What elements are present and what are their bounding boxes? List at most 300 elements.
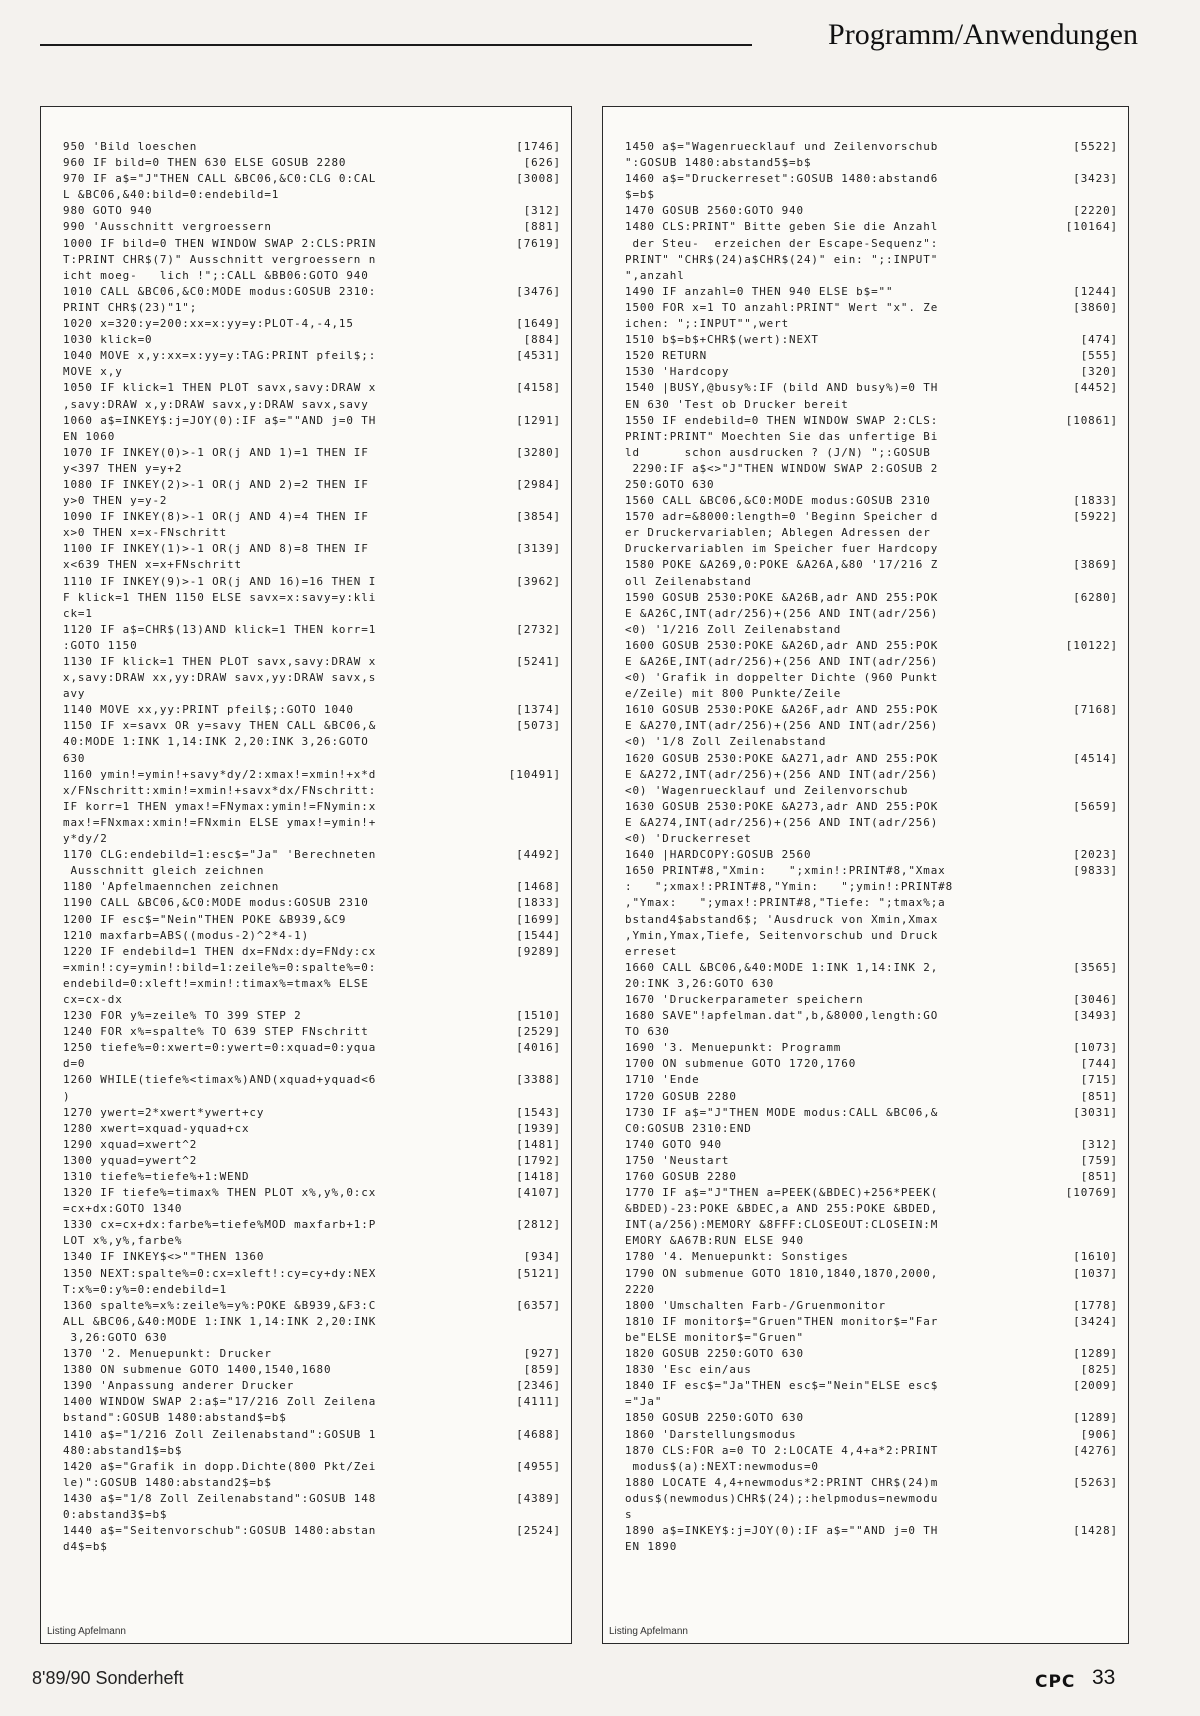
code-text: : ";xmax!:PRINT#8,"Ymin: ";ymin!:PRINT#8 bbox=[625, 880, 954, 894]
code-text: 1840 IF esc$="Ja"THEN esc$="Nein"ELSE esc$ bbox=[625, 1379, 939, 1393]
code-text: 1730 IF a$="J"THEN MODE modus:CALL &BC06,& bbox=[625, 1105, 939, 1119]
listing-line bbox=[625, 879, 1118, 895]
checksum: [1699] bbox=[516, 912, 561, 926]
listing-line bbox=[625, 1008, 1118, 1024]
code-text: cx=cx-dx bbox=[63, 992, 123, 1006]
code-text: be"ELSE monitor$="Gruen" bbox=[625, 1330, 804, 1344]
listing-line bbox=[63, 590, 561, 606]
checksum: [2524] bbox=[516, 1524, 561, 1538]
listing-line bbox=[63, 1523, 561, 1539]
listing-line bbox=[63, 976, 561, 992]
code-text: ck=1 bbox=[63, 606, 93, 620]
code-text: PRINT" "CHR$(24)a$CHR$(24)" ein: ";:INPUT" bbox=[625, 252, 939, 266]
checksum: [3388] bbox=[516, 1073, 561, 1087]
checksum: [851] bbox=[1080, 1089, 1118, 1103]
code-text: E &A26E,INT(adr/256)+(256 AND INT(adr/256) bbox=[625, 655, 939, 668]
code-text: x/FNschritt:xmin!=xmin!+savx*dx/FNschritt: bbox=[63, 783, 377, 797]
listing-line bbox=[625, 1105, 1118, 1121]
listing-line bbox=[625, 300, 1118, 316]
listing-line bbox=[625, 397, 1118, 413]
checksum: [7619] bbox=[516, 236, 561, 250]
code-text: 960 IF bild=0 THEN 630 ELSE GOSUB 2280 bbox=[63, 156, 347, 170]
checksum: [1037] bbox=[1073, 1266, 1118, 1280]
listing-line bbox=[625, 1040, 1118, 1056]
listing-line bbox=[625, 863, 1118, 879]
checksum: [1649] bbox=[516, 317, 561, 331]
code-text: 1820 GOSUB 2250:GOTO 630 bbox=[625, 1347, 804, 1361]
listing-line bbox=[625, 1539, 1118, 1555]
checksum: [825] bbox=[1080, 1363, 1118, 1377]
code-text: er Druckervariablen; Ablegen Adressen der bbox=[625, 526, 931, 540]
listing-line bbox=[63, 1427, 561, 1443]
checksum: [2732] bbox=[516, 622, 561, 636]
code-text: 1080 IF INKEY(2)>-1 OR(j AND 2)=2 THEN IF bbox=[63, 477, 369, 491]
code-text: 1240 FOR x%=spalte% TO 639 STEP FNschritt bbox=[63, 1025, 369, 1039]
code-text: 1190 CALL &BC06,&C0:MODE modus:GOSUB 2310 bbox=[63, 896, 369, 910]
code-text: C0:GOSUB 2310:END bbox=[625, 1121, 752, 1135]
code-text: E &A272,INT(adr/256)+(256 AND INT(adr/256) bbox=[625, 767, 939, 781]
code-text: F klick=1 THEN 1150 ELSE savx=x:savy=y:kli bbox=[63, 590, 377, 604]
code-text: 1100 IF INKEY(1)>-1 OR(j AND 8)=8 THEN IF bbox=[63, 542, 369, 556]
code-text: y>0 THEN y=y-2 bbox=[63, 494, 168, 508]
code-text: 1830 'Esc ein/aus bbox=[625, 1363, 752, 1377]
listing-line bbox=[63, 1201, 561, 1217]
listing-line bbox=[63, 1491, 561, 1507]
code-text: 1020 x=320:y=200:xx=x:yy=y:PLOT-4,-4,15 bbox=[63, 317, 354, 331]
code-text: 1720 GOSUB 2280 bbox=[625, 1089, 737, 1103]
code-text: ="Ja" bbox=[625, 1395, 663, 1409]
checksum: [312] bbox=[1080, 1137, 1118, 1151]
checksum: [1289] bbox=[1073, 1411, 1118, 1425]
code-text: x,savy:DRAW xx,yy:DRAW savx,yy:DRAW savx,s bbox=[63, 671, 377, 685]
listing-line bbox=[625, 380, 1118, 396]
code-text: modus$(a):NEXT:newmodus=0 bbox=[625, 1459, 819, 1473]
listing-line bbox=[63, 1330, 561, 1346]
code-text: T:x%=0:y%=0:endebild=1 bbox=[63, 1282, 228, 1296]
listing-line bbox=[63, 493, 561, 509]
listing-column-right bbox=[602, 106, 1129, 1644]
listing-line bbox=[625, 1491, 1118, 1507]
listing-line bbox=[63, 1153, 561, 1169]
listing-line bbox=[625, 718, 1118, 734]
listing-line bbox=[63, 928, 561, 944]
listing-line bbox=[63, 670, 561, 686]
checksum: [1289] bbox=[1073, 1347, 1118, 1361]
code-text: ,"Ymax: ";ymax!:PRINT#8,"Tiefe: ";tmax%;a bbox=[625, 896, 946, 910]
listing-line bbox=[625, 783, 1118, 799]
listing-line bbox=[625, 686, 1118, 702]
listing-line bbox=[63, 863, 561, 879]
listing-caption-right: Listing Apfelmann bbox=[609, 1626, 688, 1637]
listing-line bbox=[63, 831, 561, 847]
listing-caption-left: Listing Apfelmann bbox=[47, 1626, 126, 1637]
listing-line bbox=[625, 155, 1118, 171]
checksum: [3869] bbox=[1073, 558, 1118, 572]
listing-line bbox=[625, 1217, 1118, 1233]
code-text: <0) '1/8 Zoll Zeilenabstand bbox=[625, 735, 827, 749]
checksum: [5121] bbox=[516, 1266, 561, 1280]
listing-line bbox=[63, 1539, 561, 1555]
checksum: [2023] bbox=[1073, 848, 1118, 862]
code-text: 1650 PRINT#8,"Xmin: ";xmin!:PRINT#8,"Xmax bbox=[625, 864, 946, 878]
code-text: INT(a/256):MEMORY &8FFF:CLOSEOUT:CLOSEIN:M bbox=[625, 1218, 939, 1232]
code-text: 1890 a$=INKEY$:j=JOY(0):IF a$=""AND j=0 TH bbox=[625, 1524, 939, 1538]
listing-line bbox=[63, 541, 561, 557]
listing-line bbox=[625, 1185, 1118, 1201]
listing-line bbox=[63, 429, 561, 445]
listing-line bbox=[63, 960, 561, 976]
code-text: 1600 GOSUB 2530:POKE &A26D,adr AND 255:POK bbox=[625, 638, 939, 652]
code-text: 1390 'Anpassung anderer Drucker bbox=[63, 1379, 295, 1393]
code-text: EN 1890 bbox=[625, 1540, 678, 1554]
code-text: 0:abstand3$=b$ bbox=[63, 1507, 168, 1521]
code-text: 1050 IF klick=1 THEN PLOT savx,savy:DRAW x bbox=[63, 381, 377, 395]
checksum: [3962] bbox=[516, 574, 561, 588]
listing-line bbox=[625, 1362, 1118, 1378]
code-listing-right bbox=[625, 139, 1118, 1555]
code-text: 990 'Ausschnitt vergroessern bbox=[63, 220, 272, 234]
listing-line bbox=[63, 1024, 561, 1040]
code-text: 1010 CALL &BC06,&C0:MODE modus:GOSUB 2310: bbox=[63, 284, 377, 298]
code-text: 1460 a$="Druckerreset":GOSUB 1480:abstand6 bbox=[625, 172, 939, 186]
checksum: [4531] bbox=[516, 349, 561, 363]
code-text: bstand4$abstand6$; 'Ausdruck von Xmin,Xmax bbox=[625, 912, 939, 926]
code-text: der Steu- erzeichen der Escape-Sequenz": bbox=[625, 236, 939, 250]
checksum: [906] bbox=[1080, 1427, 1118, 1441]
listing-line bbox=[63, 380, 561, 396]
checksum: [626] bbox=[523, 156, 561, 170]
listing-line bbox=[63, 638, 561, 654]
code-text: 1480 CLS:PRINT" Bitte geben Sie die Anzahl bbox=[625, 220, 939, 234]
listing-line bbox=[625, 1346, 1118, 1362]
code-text: 1540 |BUSY,@busy%:IF (bild AND busy%)=0 TH bbox=[625, 381, 939, 395]
checksum: [1418] bbox=[516, 1170, 561, 1183]
listing-line bbox=[625, 1410, 1118, 1426]
listing-line bbox=[625, 590, 1118, 606]
listing-line bbox=[625, 895, 1118, 911]
listing-line bbox=[625, 928, 1118, 944]
listing-line bbox=[625, 606, 1118, 622]
code-text: 1400 WINDOW SWAP 2:a$="17/216 Zoll Zeilena bbox=[63, 1395, 377, 1409]
listing-line bbox=[63, 1362, 561, 1378]
checksum: [1374] bbox=[516, 703, 561, 717]
code-text: 1630 GOSUB 2530:POKE &A273,adr AND 255:POK bbox=[625, 799, 939, 813]
code-text: 1880 LOCATE 4,4+newmodus*2:PRINT CHR$(24)m bbox=[625, 1475, 939, 1489]
listing-column-left bbox=[40, 106, 572, 1644]
checksum: [2812] bbox=[516, 1218, 561, 1232]
checksum: [320] bbox=[1080, 365, 1118, 379]
listing-line bbox=[625, 1266, 1118, 1282]
code-text: 1500 FOR x=1 TO anzahl:PRINT" Wert "x". Ze bbox=[625, 300, 939, 314]
code-text: erreset bbox=[625, 944, 678, 958]
listing-line bbox=[625, 348, 1118, 364]
listing-line bbox=[625, 976, 1118, 992]
code-text: 1070 IF INKEY(0)>-1 OR(j AND 1)=1 THEN IF bbox=[63, 445, 369, 459]
listing-line bbox=[625, 944, 1118, 960]
code-text: 2290:IF a$<>"J"THEN WINDOW SWAP 2:GOSUB 2 bbox=[625, 461, 939, 475]
listing-line bbox=[63, 477, 561, 493]
listing-line bbox=[63, 1040, 561, 1056]
checksum: [9833] bbox=[1073, 864, 1118, 878]
code-text: ",anzahl bbox=[625, 268, 685, 282]
checksum: [6357] bbox=[516, 1298, 561, 1312]
listing-line bbox=[63, 316, 561, 332]
listing-line bbox=[625, 960, 1118, 976]
listing-line bbox=[63, 203, 561, 219]
listing-line bbox=[63, 1314, 561, 1330]
listing-line bbox=[63, 509, 561, 525]
code-listing-left bbox=[63, 139, 561, 1555]
listing-line bbox=[625, 139, 1118, 155]
listing-line bbox=[625, 445, 1118, 461]
checksum: [3476] bbox=[516, 284, 561, 298]
listing-line bbox=[625, 219, 1118, 235]
code-text: 1850 GOSUB 2250:GOTO 630 bbox=[625, 1411, 804, 1425]
listing-line bbox=[625, 1394, 1118, 1410]
code-text: 1520 RETURN bbox=[625, 349, 708, 363]
listing-line bbox=[63, 1266, 561, 1282]
listing-line bbox=[63, 1459, 561, 1475]
code-text: x<639 THEN x=x+FNschritt bbox=[63, 558, 242, 572]
listing-line bbox=[625, 236, 1118, 252]
code-text: 1440 a$="Seitenvorschub":GOSUB 1480:abstan bbox=[63, 1524, 377, 1538]
code-text: 1220 IF endebild=1 THEN dx=FNdx:dy=FNdy:cx bbox=[63, 944, 377, 958]
code-text: 980 GOTO 940 bbox=[63, 204, 153, 218]
listing-line bbox=[625, 268, 1118, 284]
listing-line bbox=[625, 1233, 1118, 1249]
code-text: 3,26:GOTO 630 bbox=[63, 1330, 168, 1344]
listing-line bbox=[63, 1169, 561, 1185]
code-text: 1760 GOSUB 2280 bbox=[625, 1170, 737, 1183]
listing-line bbox=[63, 734, 561, 750]
checksum: [1544] bbox=[516, 928, 561, 942]
listing-line bbox=[625, 1378, 1118, 1394]
listing-line bbox=[63, 332, 561, 348]
listing-line bbox=[63, 1105, 561, 1121]
code-text: <0) 'Wagenruecklauf und Zeilenvorschub bbox=[625, 783, 909, 797]
code-text: 1660 CALL &BC06,&40:MODE 1:INK 1,14:INK 2, bbox=[625, 960, 939, 974]
code-text: 1150 IF x=savx OR y=savy THEN CALL &BC06,& bbox=[63, 719, 377, 733]
code-text: 1800 'Umschalten Farb-/Gruenmonitor bbox=[625, 1298, 886, 1312]
checksum: [4452] bbox=[1073, 381, 1118, 395]
checksum: [3008] bbox=[516, 172, 561, 186]
listing-line bbox=[63, 1072, 561, 1088]
checksum: [934] bbox=[523, 1250, 561, 1264]
listing-line bbox=[625, 1121, 1118, 1137]
code-text: 1550 IF endebild=0 THEN WINDOW SWAP 2:CLS: bbox=[625, 413, 939, 427]
code-text: 630 bbox=[63, 751, 86, 765]
listing-line bbox=[625, 1507, 1118, 1523]
code-text: 1280 xwert=xquad-yquad+cx bbox=[63, 1121, 250, 1135]
code-text: &BDED)-23:POKE &BDEC,a AND 255:POKE &BDED, bbox=[625, 1202, 939, 1216]
checksum: [759] bbox=[1080, 1153, 1118, 1167]
listing-line bbox=[625, 429, 1118, 445]
code-text: 1510 b$=b$+CHR$(wert):NEXT bbox=[625, 333, 819, 347]
code-text: IF korr=1 THEN ymax!=FNymax:ymin!=FNymin:x bbox=[63, 799, 377, 813]
listing-line bbox=[625, 1459, 1118, 1475]
checksum: [7168] bbox=[1073, 703, 1118, 717]
checksum: [1291] bbox=[516, 413, 561, 427]
listing-line bbox=[625, 670, 1118, 686]
code-text: 1330 cx=cx+dx:farbe%=tiefe%MOD maxfarb+1:P bbox=[63, 1218, 377, 1232]
code-text: 1670 'Druckerparameter speichern bbox=[625, 992, 864, 1006]
code-text: Ausschnitt gleich zeichnen bbox=[63, 864, 265, 878]
code-text: TO 630 bbox=[625, 1025, 670, 1039]
code-text: 950 'Bild loeschen bbox=[63, 140, 198, 153]
code-text: 1770 IF a$="J"THEN a=PEEK(&BDEC)+256*PEEK( bbox=[625, 1186, 939, 1200]
code-text: le)":GOSUB 1480:abstand2$=b$ bbox=[63, 1475, 272, 1489]
code-text: 1420 a$="Grafik in dopp.Dichte(800 Pkt/Zei bbox=[63, 1459, 377, 1473]
listing-line bbox=[625, 364, 1118, 380]
code-text: 1060 a$=INKEY$:j=JOY(0):IF a$=""AND j=0 TH bbox=[63, 413, 377, 427]
code-text: 1870 CLS:FOR a=0 TO 2:LOCATE 4,4+a*2:PRINT bbox=[625, 1443, 939, 1457]
listing-line bbox=[63, 1056, 561, 1072]
checksum: [3565] bbox=[1073, 960, 1118, 974]
checksum: [851] bbox=[1080, 1170, 1118, 1183]
code-text: <0) 'Grafik in doppelter Dichte (960 Punkt bbox=[625, 671, 939, 685]
code-text: 1350 NEXT:spalte%=0:cx=xleft!:cy=cy+dy:NEX bbox=[63, 1266, 377, 1280]
listing-line bbox=[625, 1427, 1118, 1443]
listing-line bbox=[63, 284, 561, 300]
code-text: avy bbox=[63, 687, 86, 701]
checksum: [4514] bbox=[1073, 751, 1118, 765]
listing-line bbox=[63, 751, 561, 767]
checksum: [2220] bbox=[1073, 204, 1118, 218]
code-text: 1250 tiefe%=0:xwert=0:ywert=0:xquad=0:yqua bbox=[63, 1041, 377, 1055]
listing-line bbox=[63, 236, 561, 252]
code-text: MOVE x,y bbox=[63, 365, 123, 379]
code-text: oll Zeilenabstand bbox=[625, 574, 752, 588]
code-text: 20:INK 3,26:GOTO 630 bbox=[625, 976, 775, 990]
code-text: <0) 'Druckerreset bbox=[625, 832, 752, 846]
listing-line bbox=[625, 493, 1118, 509]
checksum: [4276] bbox=[1073, 1443, 1118, 1457]
checksum: [1833] bbox=[1073, 494, 1118, 508]
listing-line bbox=[63, 718, 561, 734]
code-text: y<397 THEN y=y+2 bbox=[63, 461, 183, 475]
code-text: icht moeg- lich !";:CALL &BB06:GOTO 940 bbox=[63, 268, 369, 282]
listing-line bbox=[63, 1378, 561, 1394]
checksum: [5073] bbox=[516, 719, 561, 733]
listing-line bbox=[63, 574, 561, 590]
listing-line bbox=[625, 1249, 1118, 1265]
code-text: PRINT CHR$(23)"1"; bbox=[63, 300, 198, 314]
listing-line bbox=[63, 767, 561, 783]
code-text: 1790 ON submenue GOTO 1810,1840,1870,2000, bbox=[625, 1266, 939, 1280]
checksum: [2984] bbox=[516, 477, 561, 491]
code-text: 1320 IF tiefe%=timax% THEN PLOT x%,y%,0:cx bbox=[63, 1186, 377, 1200]
code-text: e/Zeile) mit 800 Punkte/Zeile bbox=[625, 687, 842, 701]
listing-line bbox=[625, 203, 1118, 219]
listing-line bbox=[63, 364, 561, 380]
code-text: 1590 GOSUB 2530:POKE &A26B,adr AND 255:POK bbox=[625, 590, 939, 604]
checksum: [1778] bbox=[1073, 1298, 1118, 1312]
listing-line bbox=[63, 1233, 561, 1249]
code-text: 1260 WHILE(tiefe%<timax%)AND(xquad+yquad<6 bbox=[63, 1073, 377, 1087]
checksum: [859] bbox=[523, 1363, 561, 1377]
code-text: 1000 IF bild=0 THEN WINDOW SWAP 2:CLS:PRIN bbox=[63, 236, 377, 250]
code-text: 1040 MOVE x,y:xx=x:yy=y:TAG:PRINT pfeil$;: bbox=[63, 349, 377, 363]
listing-line bbox=[625, 815, 1118, 831]
listing-line bbox=[63, 1475, 561, 1491]
code-text: =cx+dx:GOTO 1340 bbox=[63, 1202, 183, 1216]
checksum: [2529] bbox=[516, 1025, 561, 1039]
checksum: [10122] bbox=[1065, 638, 1118, 652]
listing-line bbox=[63, 895, 561, 911]
code-text: bstand":GOSUB 1480:abstand$=b$ bbox=[63, 1411, 287, 1425]
listing-line bbox=[625, 654, 1118, 670]
code-text: 1090 IF INKEY(8)>-1 OR(j AND 4)=4 THEN IF bbox=[63, 510, 369, 524]
code-text: 1200 IF esc$="Nein"THEN POKE &B939,&C9 bbox=[63, 912, 347, 926]
listing-line bbox=[625, 1089, 1118, 1105]
checksum: [1939] bbox=[516, 1121, 561, 1135]
listing-line bbox=[63, 268, 561, 284]
checksum: [4688] bbox=[516, 1427, 561, 1441]
checksum: [4158] bbox=[516, 381, 561, 395]
code-text: 1490 IF anzahl=0 THEN 940 ELSE b$="" bbox=[625, 284, 894, 298]
checksum: [4107] bbox=[516, 1186, 561, 1200]
listing-line bbox=[625, 1330, 1118, 1346]
checksum: [1468] bbox=[516, 880, 561, 894]
listing-line bbox=[625, 1137, 1118, 1153]
code-text: ,Ymin,Ymax,Tiefe, Seitenvorschub und Druck bbox=[625, 928, 939, 942]
checksum: [1833] bbox=[516, 896, 561, 910]
code-text: 1360 spalte%=x%:zeile%=y%:POKE &B939,&F3:C bbox=[63, 1298, 377, 1312]
checksum: [3854] bbox=[516, 510, 561, 524]
code-text: 1570 adr=&8000:length=0 'Beginn Speicher d bbox=[625, 510, 939, 524]
checksum: [1428] bbox=[1073, 1524, 1118, 1538]
listing-line bbox=[625, 284, 1118, 300]
code-text: ,savy:DRAW x,y:DRAW savx,y:DRAW savx,savy bbox=[63, 397, 369, 411]
code-text: 1530 'Hardcopy bbox=[625, 365, 730, 379]
checksum: [1481] bbox=[516, 1137, 561, 1151]
code-text: 1380 ON submenue GOTO 1400,1540,1680 bbox=[63, 1363, 332, 1377]
checksum: [1073] bbox=[1073, 1041, 1118, 1055]
listing-line bbox=[625, 1475, 1118, 1491]
listing-line bbox=[625, 1024, 1118, 1040]
code-text: 1470 GOSUB 2560:GOTO 940 bbox=[625, 204, 804, 218]
listing-line bbox=[63, 654, 561, 670]
checksum: [1610] bbox=[1073, 1250, 1118, 1264]
code-text: ":GOSUB 1480:abstand5$=b$ bbox=[625, 156, 812, 170]
listing-line bbox=[63, 1121, 561, 1137]
checksum: [744] bbox=[1080, 1057, 1118, 1071]
code-text: 1690 '3. Menuepunkt: Programm bbox=[625, 1041, 842, 1055]
code-text: 1860 'Darstellungsmodus bbox=[625, 1427, 797, 1441]
checksum: [10769] bbox=[1065, 1186, 1118, 1200]
code-text: E &A274,INT(adr/256)+(256 AND INT(adr/256) bbox=[625, 815, 939, 829]
listing-line bbox=[63, 300, 561, 316]
listing-line bbox=[63, 1008, 561, 1024]
listing-line bbox=[625, 638, 1118, 654]
checksum: [474] bbox=[1080, 333, 1118, 347]
listing-line bbox=[625, 702, 1118, 718]
listing-line bbox=[625, 1201, 1118, 1217]
code-text: 1700 ON submenue GOTO 1720,1760 bbox=[625, 1057, 857, 1071]
code-text: 1170 CLG:endebild=1:esc$="Ja" 'Berechneten bbox=[63, 848, 377, 862]
listing-line bbox=[63, 1298, 561, 1314]
listing-line bbox=[625, 1153, 1118, 1169]
listing-line bbox=[625, 1169, 1118, 1185]
listing-line bbox=[63, 413, 561, 429]
listing-line bbox=[63, 397, 561, 413]
checksum: [10861] bbox=[1065, 413, 1118, 427]
listing-line bbox=[63, 622, 561, 638]
checksum: [4111] bbox=[516, 1395, 561, 1409]
listing-line bbox=[625, 751, 1118, 767]
code-text: 1780 '4. Menuepunkt: Sonstiges bbox=[625, 1250, 849, 1264]
checksum: [1746] bbox=[516, 140, 561, 153]
